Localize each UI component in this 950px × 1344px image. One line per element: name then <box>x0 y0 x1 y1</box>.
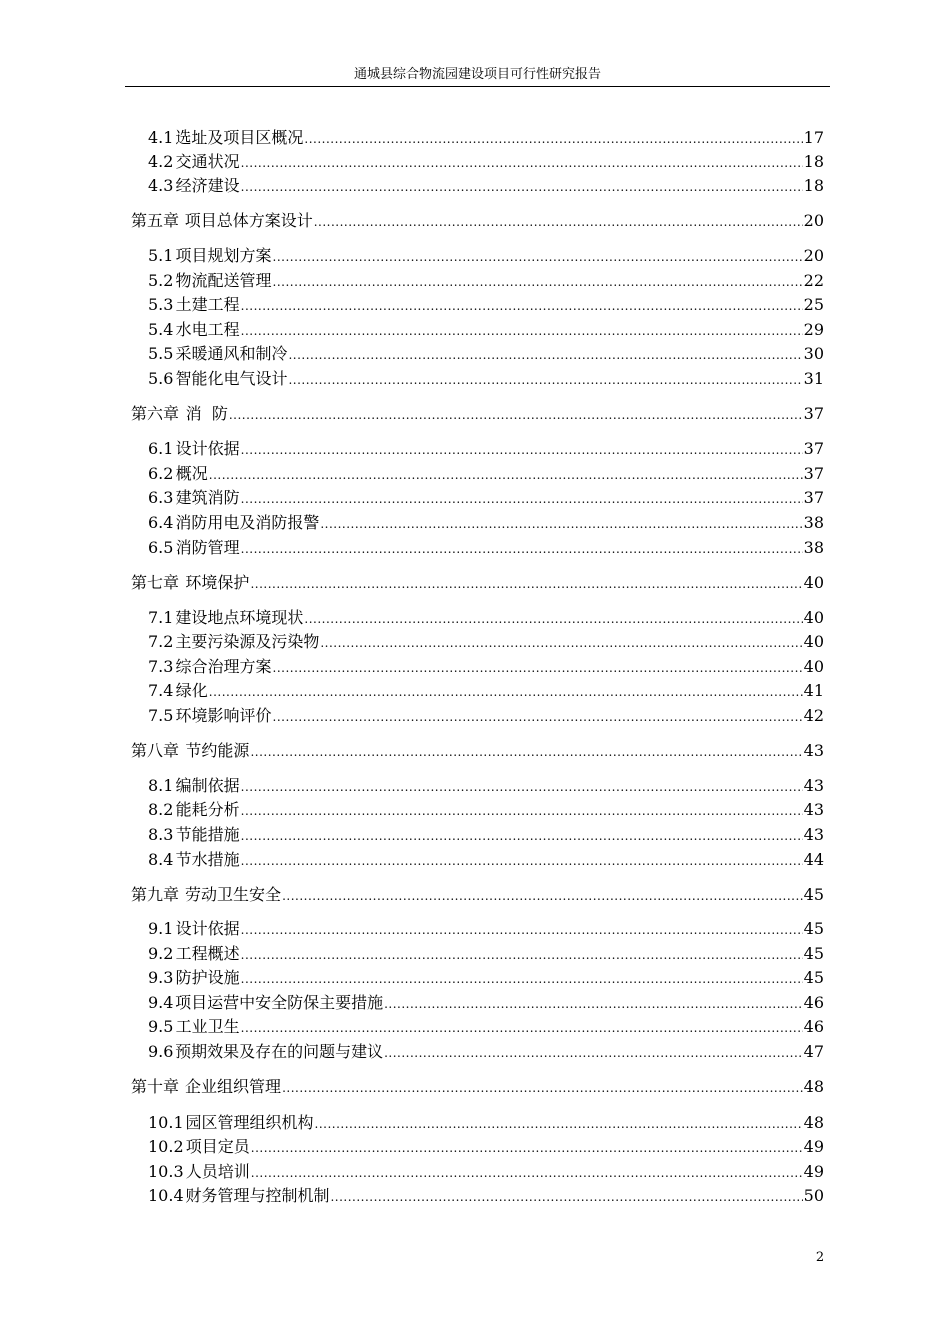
toc-section-entry[interactable] <box>148 824 824 847</box>
toc-chapter-entry[interactable] <box>131 884 824 907</box>
toc-entry-number: 10.4 <box>148 1186 184 1205</box>
toc-entry-number: 6.3 <box>148 488 174 507</box>
toc-section-entry[interactable] <box>148 487 824 510</box>
dot-leader <box>241 776 803 798</box>
toc-entry-number: 4.3 <box>148 176 174 195</box>
toc-entry-title: 园区管理组织机构 <box>185 1113 314 1132</box>
toc-entry-page: 50 <box>803 1186 824 1205</box>
toc-entry-title: 项目运营中安全防保主要措施 <box>175 993 384 1012</box>
toc-entry-title: 节能措施 <box>175 825 240 844</box>
toc-entry-number: 8.1 <box>148 776 174 795</box>
toc-entry-number: 第五章 <box>131 211 180 230</box>
dot-leader <box>250 573 802 595</box>
toc-section-entry[interactable] <box>148 849 824 872</box>
toc-entry-number: 第六章 <box>131 404 180 423</box>
toc-entry-number: 6.5 <box>148 538 174 557</box>
toc-entry-page: 49 <box>803 1137 824 1156</box>
dot-leader <box>304 128 802 150</box>
toc-section-entry[interactable] <box>148 680 824 703</box>
toc-entry-number: 9.5 <box>148 1017 174 1036</box>
toc-entry-title: 建筑消防 <box>175 488 240 507</box>
dot-leader <box>384 993 803 1015</box>
toc-entry-title: 智能化电气设计 <box>175 369 288 388</box>
toc-entry-page: 45 <box>803 885 824 904</box>
toc-section-entry[interactable] <box>148 270 824 293</box>
toc-entry-page: 46 <box>803 993 824 1012</box>
toc-chapter-entry[interactable] <box>131 1076 824 1099</box>
toc-entry-page: 20 <box>803 211 824 230</box>
toc-entry-page: 49 <box>803 1162 824 1181</box>
toc-entry-number: 10.3 <box>148 1162 184 1181</box>
dot-leader <box>241 152 803 174</box>
page-number: 2 <box>815 1250 825 1265</box>
toc-entry-number: 6.2 <box>148 464 174 483</box>
toc-entry-title: 环境影响评价 <box>175 706 272 725</box>
toc-section-entry[interactable] <box>148 537 824 560</box>
dot-leader <box>241 800 803 822</box>
dot-leader <box>251 1162 803 1184</box>
toc-entry-page: 40 <box>803 657 824 676</box>
toc-entry-title: 消防管理 <box>175 538 240 557</box>
toc-entry-page: 45 <box>803 968 824 987</box>
toc-entry-title: 建设地点环境现状 <box>175 608 304 627</box>
toc-section-entry[interactable] <box>148 1161 824 1184</box>
toc-chapter-entry[interactable] <box>131 210 824 233</box>
toc-entry-number: 9.1 <box>148 919 174 938</box>
toc-entry-number: 6.4 <box>148 513 174 532</box>
toc-section-entry[interactable] <box>148 607 824 630</box>
dot-leader <box>282 1077 803 1099</box>
running-header: 通城县综合物流园建设项目可行性研究报告 <box>353 67 601 82</box>
toc-section-entry[interactable] <box>148 631 824 654</box>
toc-entry-page: 30 <box>803 344 824 363</box>
toc-section-entry[interactable] <box>148 343 824 366</box>
toc-entry-page: 43 <box>803 776 824 795</box>
dot-leader <box>273 246 803 268</box>
dot-leader <box>241 968 803 990</box>
toc-entry-title: 采暖通风和制冷 <box>175 344 288 363</box>
toc-entry-title: 概况 <box>175 464 208 483</box>
dot-leader <box>241 538 803 560</box>
toc-section-entry[interactable] <box>148 1185 824 1208</box>
toc-section-entry[interactable] <box>148 151 824 174</box>
toc-entry-title: 消防用电及消防报警 <box>175 513 320 532</box>
toc-entry-number: 9.2 <box>148 944 174 963</box>
dot-leader <box>315 1113 803 1135</box>
toc-entry-page: 48 <box>803 1077 824 1096</box>
toc-entry-page: 22 <box>803 271 824 290</box>
toc-entry-title: 企业组织管理 <box>185 1077 282 1096</box>
toc-entry-page: 25 <box>803 295 824 314</box>
toc-section-entry[interactable] <box>148 705 824 728</box>
toc-entry-page: 41 <box>803 681 824 700</box>
toc-entry-number: 7.4 <box>148 681 174 700</box>
toc-section-entry[interactable] <box>148 1112 824 1135</box>
toc-section-entry[interactable] <box>148 127 824 150</box>
toc-entry-title: 经济建设 <box>175 176 240 195</box>
toc-entry-page: 37 <box>803 439 824 458</box>
toc-entry-title: 物流配送管理 <box>175 271 272 290</box>
toc-entry-number: 4.1 <box>148 128 174 147</box>
toc-chapter-entry[interactable] <box>131 572 824 595</box>
toc-entry-number: 5.6 <box>148 369 174 388</box>
toc-entry-page: 47 <box>803 1042 824 1061</box>
toc-entry-page: 18 <box>803 176 824 195</box>
toc-entry-number: 7.3 <box>148 657 174 676</box>
dot-leader <box>384 1042 803 1064</box>
toc-entry-number: 7.5 <box>148 706 174 725</box>
toc-entry-title: 项目定员 <box>185 1137 250 1156</box>
toc-section-entry[interactable] <box>148 775 824 798</box>
toc-entry-title: 选址及项目区概况 <box>175 128 304 147</box>
dot-leader <box>320 513 802 535</box>
toc-entry-title: 设计依据 <box>175 919 240 938</box>
dot-leader <box>241 1017 803 1039</box>
toc-chapter-entry[interactable] <box>131 403 824 426</box>
dot-leader <box>241 320 803 342</box>
toc-entry-page: 40 <box>803 573 824 592</box>
toc-entry-number: 9.3 <box>148 968 174 987</box>
dot-leader <box>241 295 803 317</box>
toc-entry-title: 劳动卫生安全 <box>185 885 282 904</box>
toc-entry-title: 人员培训 <box>185 1162 250 1181</box>
toc-entry-title: 项目规划方案 <box>175 246 272 265</box>
toc-entry-number: 8.2 <box>148 800 174 819</box>
toc-entry-page: 43 <box>803 800 824 819</box>
toc-section-entry[interactable] <box>148 918 824 941</box>
toc-entry-page: 18 <box>803 152 824 171</box>
dot-leader <box>241 825 803 847</box>
toc-entry-page: 17 <box>803 128 824 147</box>
toc-entry-page: 38 <box>803 513 824 532</box>
toc-entry-number: 9.6 <box>148 1042 174 1061</box>
toc-entry-number: 第八章 <box>131 741 180 760</box>
toc-entry-title: 工业卫生 <box>175 1017 240 1036</box>
toc-chapter-entry[interactable] <box>131 740 824 763</box>
dot-leader <box>241 944 803 966</box>
toc-entry-page: 37 <box>803 464 824 483</box>
toc-section-entry[interactable] <box>148 1136 824 1159</box>
toc-entry-number: 8.3 <box>148 825 174 844</box>
toc-entry-title: 综合治理方案 <box>175 657 272 676</box>
toc-section-entry[interactable] <box>148 992 824 1015</box>
toc-entry-page: 43 <box>803 741 824 760</box>
dot-leader <box>229 404 803 426</box>
toc-entry-title: 预期效果及存在的问题与建议 <box>175 1042 384 1061</box>
toc-entry-page: 48 <box>803 1113 824 1132</box>
toc-section-entry[interactable] <box>148 512 824 535</box>
toc-section-entry[interactable] <box>148 463 824 486</box>
toc-entry-number: 7.2 <box>148 632 174 651</box>
toc-entry-title: 消 防 <box>185 404 228 423</box>
toc-entry-page: 38 <box>803 538 824 557</box>
toc-entry-page: 31 <box>803 369 824 388</box>
toc-entry-title: 主要污染源及污染物 <box>175 632 320 651</box>
toc-entry-number: 7.1 <box>148 608 174 627</box>
toc-section-entry[interactable] <box>148 368 824 391</box>
toc-entry-number: 8.4 <box>148 850 174 869</box>
toc-entry-page: 43 <box>803 825 824 844</box>
toc-section-entry[interactable] <box>148 943 824 966</box>
toc-entry-number: 10.1 <box>148 1113 184 1132</box>
toc-entry-page: 37 <box>803 404 824 423</box>
dot-leader <box>241 850 803 872</box>
dot-leader <box>288 344 802 366</box>
toc-entry-number: 第十章 <box>131 1077 180 1096</box>
toc-entry-title: 节水措施 <box>175 850 240 869</box>
header-rule <box>125 86 830 87</box>
dot-leader <box>288 369 802 391</box>
toc-entry-title: 能耗分析 <box>175 800 240 819</box>
toc-entry-title: 防护设施 <box>175 968 240 987</box>
toc-entry-title: 设计依据 <box>175 439 240 458</box>
toc-entry-title: 环境保护 <box>185 573 250 592</box>
dot-leader <box>251 1137 803 1159</box>
toc-entry-number: 5.1 <box>148 246 174 265</box>
dot-leader <box>241 919 803 941</box>
toc-entry-number: 6.1 <box>148 439 174 458</box>
dot-leader <box>304 608 802 630</box>
dot-leader <box>209 464 803 486</box>
dot-leader <box>314 211 803 233</box>
dot-leader <box>250 741 802 763</box>
toc-entry-page: 37 <box>803 488 824 507</box>
toc-entry-title: 财务管理与控制机制 <box>185 1186 330 1205</box>
toc-entry-number: 第七章 <box>131 573 180 592</box>
toc-entry-page: 20 <box>803 246 824 265</box>
toc-entry-page: 45 <box>803 919 824 938</box>
dot-leader <box>241 488 803 510</box>
toc-section-entry[interactable] <box>148 294 824 317</box>
toc-section-entry[interactable] <box>148 656 824 679</box>
dot-leader <box>282 885 803 907</box>
toc-section-entry[interactable] <box>148 799 824 822</box>
dot-leader <box>209 681 803 703</box>
toc-entry-number: 4.2 <box>148 152 174 171</box>
toc-entry-title: 项目总体方案设计 <box>184 211 313 230</box>
toc-entry-number: 5.3 <box>148 295 174 314</box>
toc-entry-title: 节约能源 <box>185 741 250 760</box>
toc-entry-number: 5.2 <box>148 271 174 290</box>
toc-entry-title: 工程概述 <box>175 944 240 963</box>
toc-entry-number: 5.4 <box>148 320 174 339</box>
toc-entry-page: 29 <box>803 320 824 339</box>
toc-section-entry[interactable] <box>148 438 824 461</box>
toc-entry-page: 44 <box>803 850 824 869</box>
dot-leader <box>330 1186 802 1208</box>
toc-section-entry[interactable] <box>148 175 824 198</box>
toc-entry-page: 40 <box>803 632 824 651</box>
toc-entry-title: 编制依据 <box>175 776 240 795</box>
dot-leader <box>320 632 802 654</box>
toc-entry-number: 10.2 <box>148 1137 184 1156</box>
toc-section-entry[interactable] <box>148 245 824 268</box>
toc-entry-page: 46 <box>803 1017 824 1036</box>
toc-section-entry[interactable] <box>148 1016 824 1039</box>
toc-section-entry[interactable] <box>148 319 824 342</box>
toc-entry-page: 45 <box>803 944 824 963</box>
toc-entry-title: 水电工程 <box>175 320 240 339</box>
dot-leader <box>273 657 803 679</box>
toc-entry-title: 交通状况 <box>175 152 240 171</box>
toc-entry-title: 土建工程 <box>175 295 240 314</box>
dot-leader <box>241 439 803 461</box>
dot-leader <box>273 706 803 728</box>
toc-entry-title: 绿化 <box>175 681 208 700</box>
toc-section-entry[interactable] <box>148 967 824 990</box>
toc-section-entry[interactable] <box>148 1041 824 1064</box>
toc-entry-page: 40 <box>803 608 824 627</box>
toc-entry-number: 9.4 <box>148 993 174 1012</box>
dot-leader <box>241 176 803 198</box>
toc-entry-number: 第九章 <box>131 885 180 904</box>
dot-leader <box>273 271 803 293</box>
toc-entry-page: 42 <box>803 706 824 725</box>
toc-entry-number: 5.5 <box>148 344 174 363</box>
